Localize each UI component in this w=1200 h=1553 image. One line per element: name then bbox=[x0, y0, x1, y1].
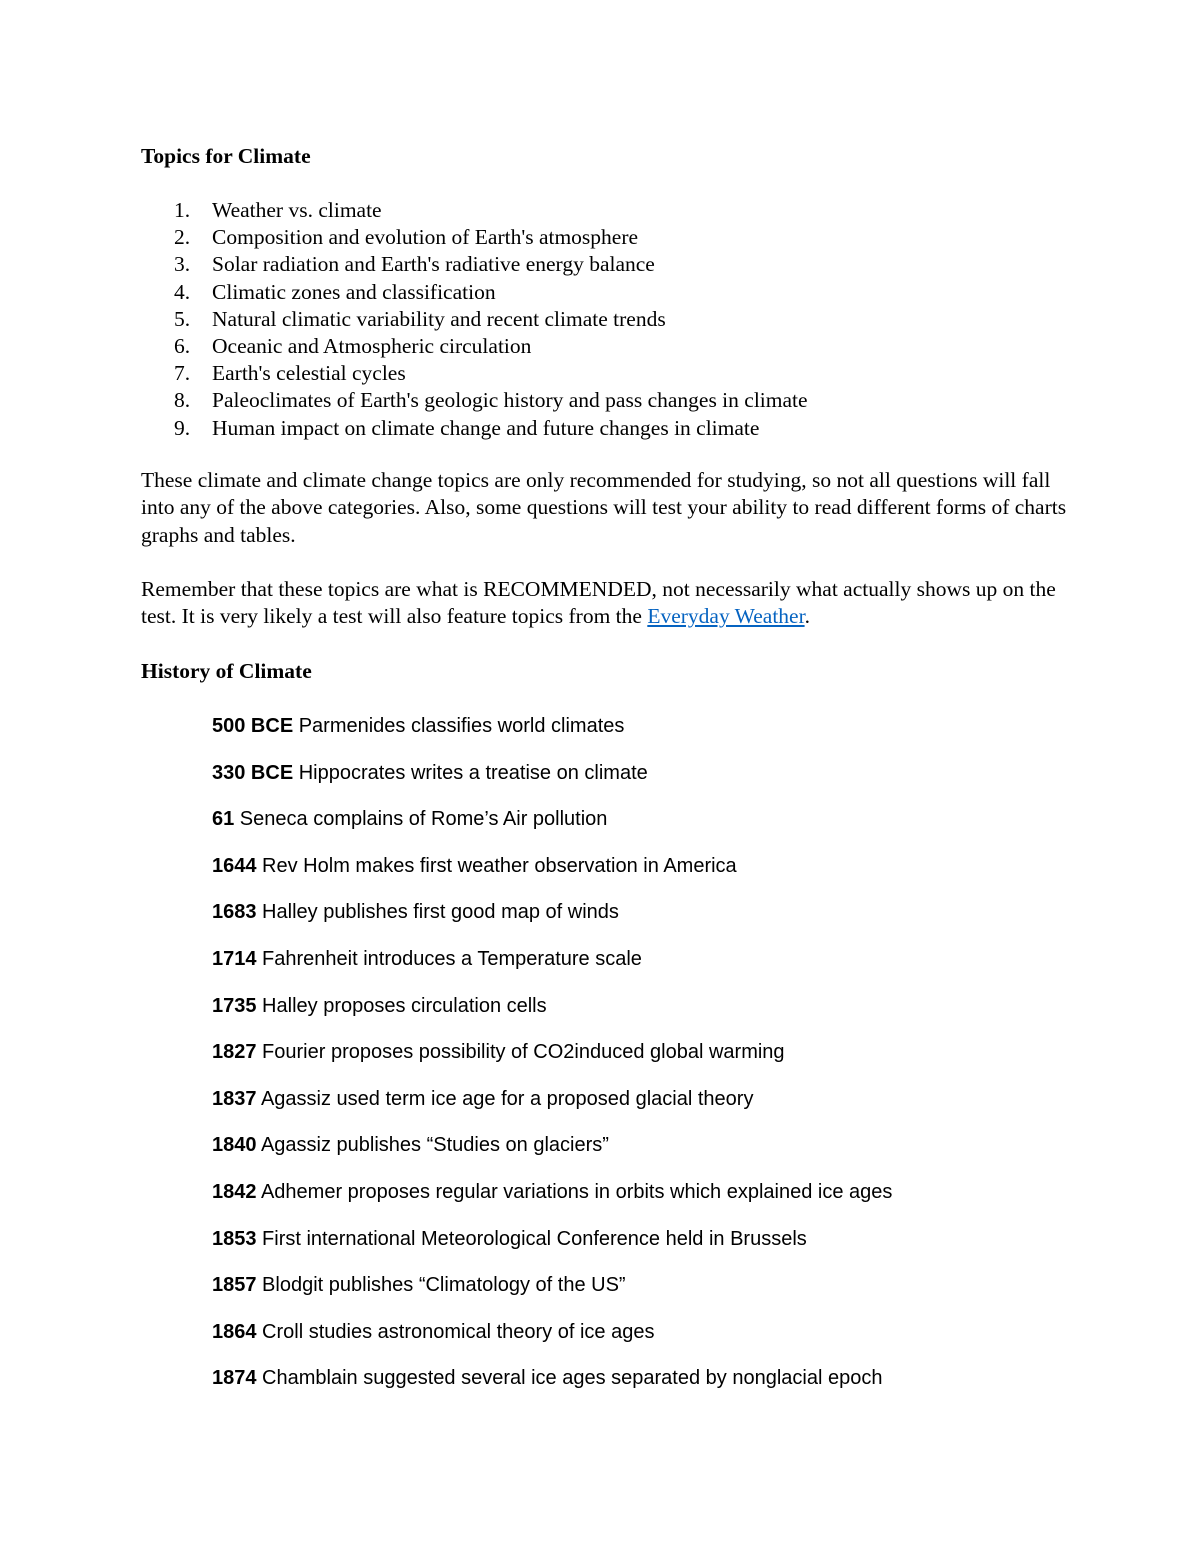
timeline-text: Parmenides classifies world climates bbox=[293, 715, 625, 737]
list-item bbox=[141, 251, 1101, 278]
list-item bbox=[141, 306, 1101, 333]
timeline-year: 1842 bbox=[212, 1180, 257, 1203]
list-number: 7. bbox=[174, 361, 191, 386]
timeline-entry bbox=[212, 1225, 1112, 1272]
list-item bbox=[141, 387, 1101, 414]
timeline-text: First international Meteorological Conference held in Brussels bbox=[256, 1227, 807, 1250]
timeline-text: Halley proposes circulation cells bbox=[256, 994, 547, 1017]
list-item bbox=[141, 197, 1101, 224]
reminder-text: Remember that these topics are what is RECOMMENDED, not necessarily what actually shows up on the test. It is very likely a test will also feature topics from the bbox=[141, 577, 1056, 629]
list-number: 9. bbox=[174, 415, 191, 440]
reminder-paragraph bbox=[141, 576, 1071, 631]
list-number: 2. bbox=[174, 225, 191, 250]
list-number: 5. bbox=[174, 306, 191, 331]
timeline-text: Adhemer proposes regular variations in orbits which explained ice ages bbox=[256, 1180, 893, 1203]
history-heading: History of Climate bbox=[141, 659, 312, 683]
timeline-entry bbox=[212, 1271, 1112, 1318]
list-item-text: Earth's celestial cycles bbox=[212, 361, 406, 386]
list-item bbox=[141, 415, 1101, 442]
timeline-entry bbox=[212, 1085, 1112, 1132]
timeline-year: 1837 bbox=[212, 1087, 257, 1110]
list-item bbox=[141, 360, 1101, 387]
timeline-year: 1857 bbox=[212, 1274, 257, 1297]
timeline-entry bbox=[212, 992, 1112, 1039]
timeline-year: 1853 bbox=[212, 1227, 257, 1250]
timeline-year: 1840 bbox=[212, 1134, 257, 1157]
everyday-weather-link[interactable]: Everyday Weather bbox=[647, 604, 805, 629]
timeline-entry bbox=[212, 1364, 1112, 1411]
timeline-entry bbox=[212, 1178, 1112, 1225]
topics-list bbox=[141, 197, 1101, 442]
list-number: 1. bbox=[174, 198, 191, 222]
timeline-text: Chamblain suggested several ice ages separated by nonglacial epoch bbox=[256, 1367, 883, 1390]
timeline-text: Fahrenheit introduces a Temperature scale bbox=[256, 947, 642, 970]
list-item-text: Natural climatic variability and recent climate trends bbox=[212, 306, 666, 331]
timeline-text: Blodgit publishes “Climatology of the US” bbox=[256, 1274, 626, 1297]
list-item-text: Oceanic and Atmospheric circulation bbox=[212, 333, 532, 358]
list-item-text: Weather vs. climate bbox=[212, 198, 382, 222]
timeline-text: Rev Holm makes first weather observation in America bbox=[256, 854, 737, 877]
timeline-entry bbox=[212, 805, 1112, 852]
list-number: 8. bbox=[174, 388, 191, 413]
timeline-entry bbox=[212, 1131, 1112, 1178]
timeline-text: Agassiz used term ice age for a proposed glacial theory bbox=[256, 1087, 754, 1110]
list-number: 4. bbox=[174, 279, 191, 304]
list-item-text: Human impact on climate change and future changes in climate bbox=[212, 415, 760, 440]
timeline-year: 1714 bbox=[212, 947, 257, 970]
timeline-text: Seneca complains of Rome’s Air pollution bbox=[234, 808, 608, 831]
timeline-year: 61 bbox=[212, 808, 235, 831]
timeline-year: 1874 bbox=[212, 1367, 257, 1390]
list-item bbox=[141, 224, 1101, 251]
recommendation-paragraph: These climate and climate change topics are only recommended for studying, so not all questions will fall into any of the above categories. Also, some questions will test your ability to read different forms of charts graphs and tables. bbox=[141, 468, 1067, 547]
timeline-year: 330 BCE bbox=[212, 761, 294, 784]
timeline-year: 1735 bbox=[212, 994, 257, 1017]
history-timeline bbox=[212, 712, 1112, 1411]
reminder-period: . bbox=[804, 604, 810, 629]
list-item-text: Paleoclimates of Earth's geologic history and pass changes in climate bbox=[212, 388, 808, 413]
timeline-entry bbox=[212, 852, 1112, 899]
list-number: 6. bbox=[174, 333, 191, 358]
timeline-text: Halley publishes first good map of winds bbox=[256, 901, 619, 924]
timeline-entry bbox=[212, 1038, 1112, 1085]
timeline-entry bbox=[212, 712, 1112, 759]
list-item bbox=[141, 333, 1101, 360]
timeline-text: Fourier proposes possibility of CO2induced global warming bbox=[256, 1041, 785, 1064]
timeline-year: 1864 bbox=[212, 1320, 257, 1343]
timeline-text: Agassiz publishes “Studies on glaciers” bbox=[256, 1134, 609, 1157]
list-item bbox=[141, 279, 1101, 306]
timeline-text: Croll studies astronomical theory of ice ages bbox=[256, 1320, 655, 1343]
timeline-year: 500 BCE bbox=[212, 715, 294, 737]
timeline-text: Hippocrates writes a treatise on climate bbox=[293, 761, 648, 784]
timeline-entry bbox=[212, 759, 1112, 806]
timeline-entry bbox=[212, 898, 1112, 945]
timeline-year: 1644 bbox=[212, 854, 257, 877]
topics-heading: Topics for Climate bbox=[141, 144, 311, 168]
list-item-text: Composition and evolution of Earth's atmosphere bbox=[212, 225, 639, 250]
timeline-year: 1683 bbox=[212, 901, 257, 924]
timeline-entry bbox=[212, 945, 1112, 992]
timeline-entry bbox=[212, 1318, 1112, 1365]
list-item-text: Solar radiation and Earth's radiative energy balance bbox=[212, 252, 655, 277]
list-number: 3. bbox=[174, 252, 191, 277]
list-item-text: Climatic zones and classification bbox=[212, 279, 496, 304]
timeline-year: 1827 bbox=[212, 1041, 257, 1064]
